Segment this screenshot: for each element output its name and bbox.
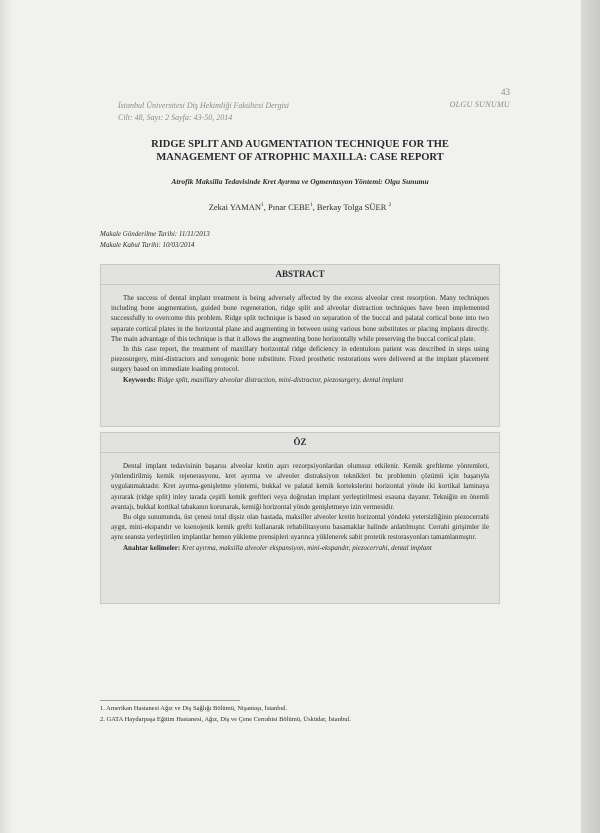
author-affiliation: 1 [309,202,313,209]
abstract-paragraph: The success of dental implant treatment is being adversely affected by the excess alveolar crest resorption. Many techniques including bone augmentation, guided bone regeneration, ridge split and alveolar distraction techniques have been implemented successfully to overcome this problem. Ridge split technique is based on separation of the buccal and palatal cortical bone into two separate cortical plates in the horizontal plane and augmenting in between using various bone substitutes or placing implants directly. The main advantage of this technique is that it allows the augmenting bone horizontally while preserving the buccal cortical plate. [111,294,489,343]
turkish-title: Atrofik Maksilla Tedavisinde Kret Ayırma ve Ogmentasyon Yöntemi: Olgu Sunumu [171,177,429,186]
author-list [100,202,500,212]
keywords-text: Ridge split, maxillary alveolar distraction, mini-distractor, piezosurgery, dental implant [157,375,404,384]
article-title [100,138,500,164]
oz-heading: ÖZ [101,433,499,453]
abstract-box [100,264,500,427]
journal-header [118,100,289,124]
oz-box [100,432,500,604]
journal-volume: Cilt: 48, Sayı: 2 Sayfa: 43-50, 2014 [118,113,233,122]
author-name: Zekai YAMAN [208,202,262,212]
section-label: OLGU SUNUMU [449,100,510,109]
abstract-body [101,285,499,385]
author-affiliation: 1 [261,202,264,209]
oz-paragraph: Bu olgu sunumunda, üst çenesi total dişsiz olan hastada, maksiller alveoler kretin horizontal yöndeki yetersizliğinin piezocerrahi aygıt, mini-ekspandır ve ksenojenik kemik grefti kullanarak rehabilitasyonu basamaklar halinde anlatılmıştır. Cerrahi girişimler ile aynı seansta yerleştirilen implantlar hemen yükleme prensipleri uyarınca yüklenerek sabit protetik restorasyonları tamamlanmıştır. [111,513,489,542]
footnote: 2. GATA Haydarpaşa Eğitim Hastanesi, Ağız, Diş ve Çene Cerrahisi Bölümü, Üsküdar, İstanbul. [100,716,351,723]
abstract-keywords [111,375,489,385]
oz-body [101,453,499,553]
keywords-text: Kret ayırma, maksilla alveoler ekspansiyon, mini-ekspandır, piezocerrahi, dental implant [181,543,432,552]
page-edge-shadow [581,0,600,833]
keywords-label: Keywords: [123,375,156,384]
author-separator: , [312,202,317,212]
title-line-2: MANAGEMENT OF ATROPHIC MAXILLA: CASE REPORT [156,152,444,163]
accepted-date: Makale Kabul Tarihi: 10/03/2014 [100,240,195,249]
article-dates [100,229,210,250]
page-gutter-shadow [0,0,12,833]
footnote: 1. Amerikan Hastanesi Ağız ve Diş Sağlığı Bölümü, Nişantaşı, İstanbul. [100,705,288,712]
author-name: Pınar CEBE [268,202,310,212]
abstract-paragraph: In this case report, the treatment of maxillary horizontal ridge deficiency in edentulous patient was described in steps using piezosurgery, mini-distractors and xenogenic bone substitute. Fixed prosthetic restorations were delivered at the implant placement surgery based on immediate loading protocol. [111,345,489,374]
oz-keywords [111,543,489,553]
author-affiliation: 2 [388,202,392,209]
abstract-heading: ABSTRACT [101,265,499,285]
footnote-rule [100,700,240,701]
keywords-label: Anahtar kelimeler: [123,543,181,552]
page-number: 43 [501,87,510,97]
title-line-1: RIDGE SPLIT AND AUGMENTATION TECHNIQUE FOR THE [151,139,449,150]
author-separator: , [263,202,269,212]
footnotes [100,703,351,725]
oz-paragraph: Dental implant tedavisinin başarısı alveolar kretin aşırı rezorpsiyonlardan olumsuz etkilenir. Kemik greftleme yöntemleri, yönlendirilmiş kemik rejenerasyonu, kret ayırma ve alveoler distraksiyon teknikleri bu problemin çözümü için başarıyla uygulanmaktadır. Kret ayırma-genişletme yöntemi, bukkal ve palatal kemik kortekslerini horizontal yönde iki kortikal laminaya ayırarak (ridge split) inley tarada çeşitli kemik greftleri veya doğrudan implant yerleştirilmesi esasına dayanır. Tekniğin en önemli avantajı, bukkal kortikal tabakanın korunarak, kemiği horizontal yönde genişletmeye izin vermesidir. [111,462,489,511]
journal-name: İstanbul Üniversitesi Diş Hekimliği Fakültesi Dergisi [118,101,290,110]
author-name: Berkay Tolga SÜER [316,202,389,212]
submitted-date: Makale Gönderilme Tarihi: 11/11/2013 [100,230,210,238]
